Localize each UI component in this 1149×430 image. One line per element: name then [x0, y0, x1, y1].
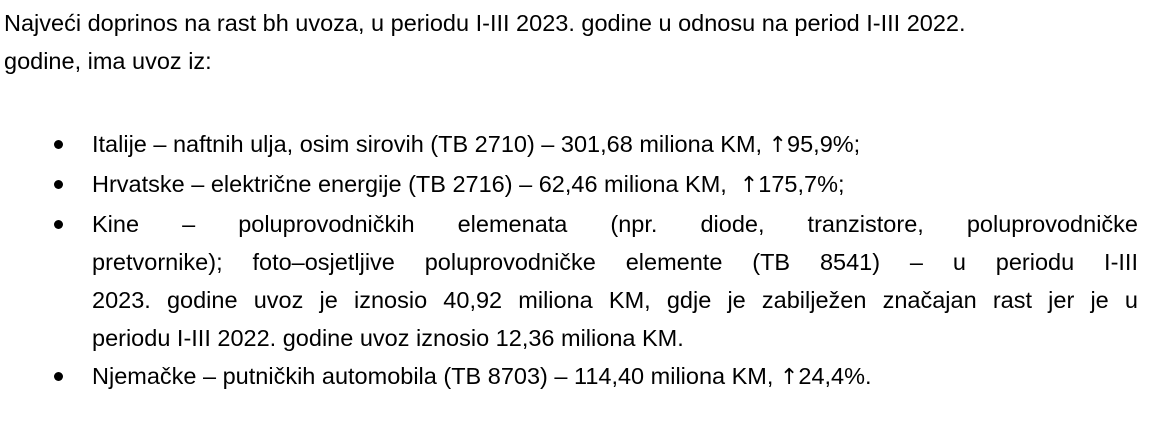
intro-line-2: godine, ima uvoz iz:: [4, 48, 212, 74]
list-item-croatia: [0, 165, 1138, 205]
item-change: 175,7%;: [758, 171, 845, 197]
bullet-icon: [54, 372, 63, 381]
item-line-4: periodu I-III 2022. godine uvoz iznosio 12,36 miliona KM.: [92, 325, 684, 351]
list-item-text: [92, 125, 1138, 165]
item-change: 95,9%;: [787, 131, 861, 157]
item-line-2: pretvornike); foto–osjetljive poluprovodničke elemente (TB 8541) – u periodu I-III: [92, 249, 1138, 275]
bullet-icon: [54, 180, 63, 189]
list-item-text: [92, 357, 1138, 397]
arrow-up-icon: ↑: [768, 133, 788, 158]
intro-line-1: Najveći doprinos na rast bh uvoza, u periodu I-III 2023. godine u odnosu na period I-III 2022.: [4, 10, 966, 36]
arrow-up-icon: ↑: [739, 173, 759, 198]
bullet-icon: [54, 140, 63, 149]
item-description: Italije – naftnih ulja, osim sirovih (TB 2710) – 301,68 miliona KM,: [92, 131, 769, 157]
list-item-germany: [0, 357, 1138, 397]
item-line-1: Kine – poluprovodničkih elemenata (npr. diode, tranzistore, poluprovodničke: [92, 211, 1138, 237]
bullet-icon: [54, 220, 63, 229]
list-item-text: [92, 165, 1138, 205]
item-change: 24,4%.: [798, 363, 872, 389]
intro-paragraph: [4, 4, 1144, 80]
import-contributors-list: [0, 125, 1149, 397]
arrow-up-icon: ↑: [779, 365, 799, 390]
item-line-3: 2023. godine uvoz je iznosio 40,92 miliona KM, gdje je zabilježen značajan rast jer je u: [92, 287, 1138, 313]
item-description: Hrvatske – električne energije (TB 2716) – 62,46 miliona KM,: [92, 171, 740, 197]
list-item-china: [0, 205, 1138, 357]
list-item-italy: [0, 125, 1138, 165]
item-description: Njemačke – putničkih automobila (TB 8703) – 114,40 miliona KM,: [92, 363, 780, 389]
